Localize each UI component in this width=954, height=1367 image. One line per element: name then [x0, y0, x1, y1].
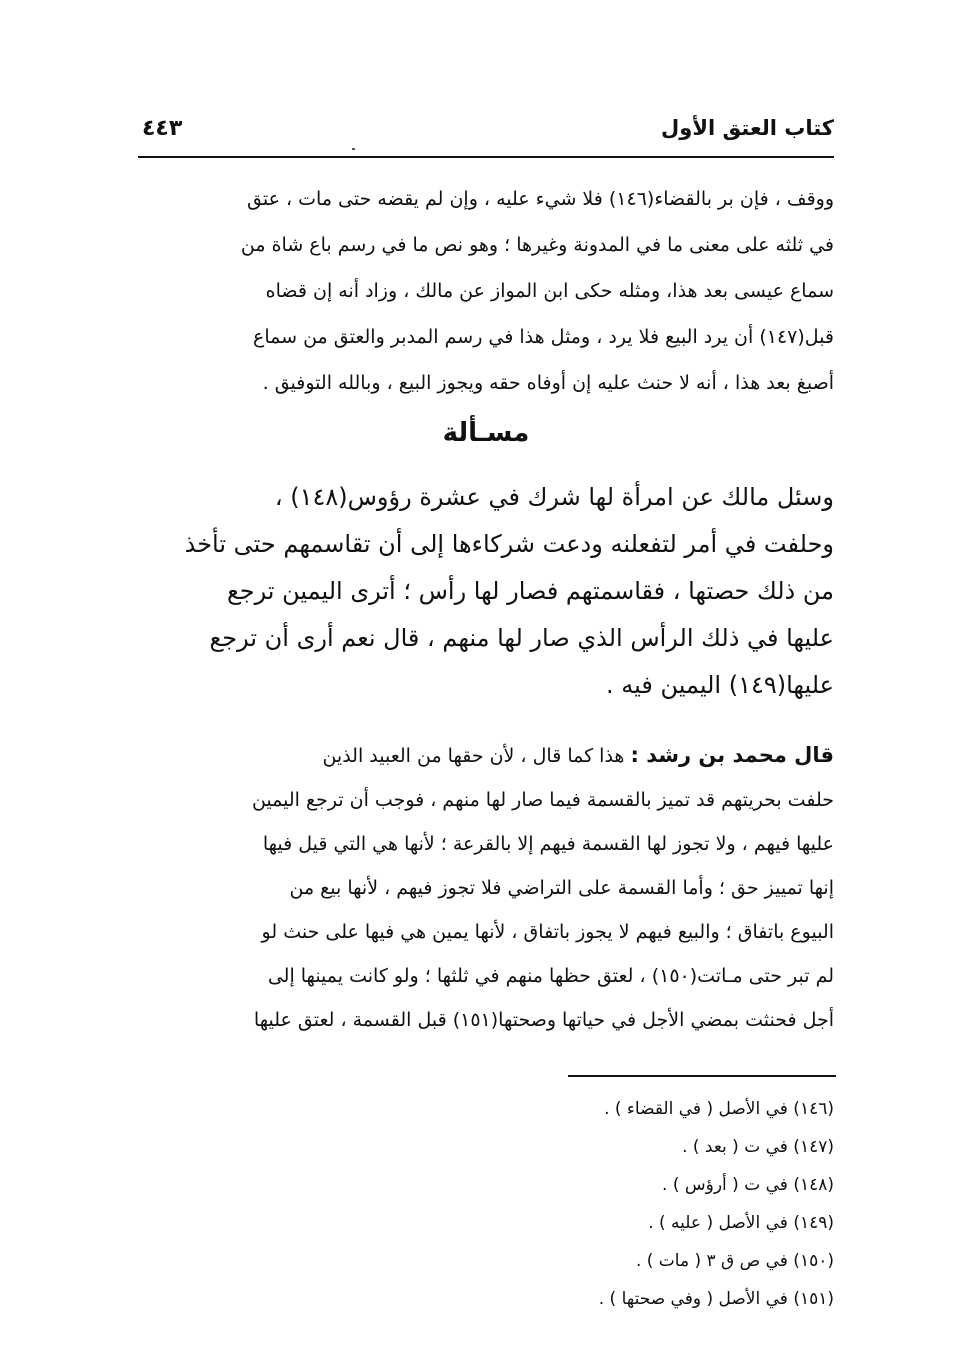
footnotes [434, 1090, 834, 1318]
paragraph-3 [138, 733, 834, 1042]
paragraph-line: عليها فيهم ، ولا تجوز لها القسمة فيهم إلا بالقرعة ؛ لأنها هي التي قيل فيها [262, 833, 834, 855]
header-title: كتاب العتق الأول [661, 116, 834, 140]
paragraph-line: سماع عيسى بعد هذا، ومثله حكى ابن المواز عن مالك ، وزاد أنه إن قضاه [265, 280, 834, 302]
paragraph-line: عليها(١٤٩) اليمين فيه . [606, 671, 834, 699]
section-heading: مسـألة [442, 418, 530, 448]
paragraph-line: وحلفت في أمر لتفعلنه ودعت شركاءها إلى أن تقاسمهم حتى تأخذ [184, 530, 834, 558]
footnote: (١٤٧) في ت ( بعد ) . [682, 1137, 834, 1157]
paragraph-line: لم تبر حتى مـاتت(١٥٠) ، لعتق حظها منهم في ثلثها ؛ ولو كانت يمينها إلى [267, 965, 834, 987]
footnote: (١٤٩) في الأصل ( عليه ) . [648, 1213, 834, 1233]
paragraph-line: وسئل مالك عن امرأة لها شرك في عشرة رؤوس(١٤٨) ، [274, 483, 834, 511]
footnote: (١٤٦) في الأصل ( في القضاء ) . [604, 1099, 834, 1119]
page-number: ٤٤٣ [142, 116, 183, 141]
first-line-text: هذا كما قال ، لأن حقها من العبيد الذين [322, 745, 631, 767]
paragraph-line: البيوع باتفاق ؛ والبيع فيهم لا يجوز باتفاق ، لأنها يمين هي فيها على حنث لو [261, 921, 834, 943]
footnote: (١٥١) في الأصل ( وفي صحتها ) . [598, 1289, 834, 1309]
paragraph-line: قبل(١٤٧) أن يرد البيع فلا يرد ، ومثل هذا في رسم المدبر والعتق من سماع [253, 326, 834, 348]
paragraph-first-line [138, 733, 834, 778]
paragraph-2 [138, 474, 834, 709]
paragraph-line: إنها تمييز حق ؛ وأما القسمة على التراضي فلا تجوز فيهم ، لأنها بيع من [289, 877, 834, 899]
footnote: (١٤٨) في ت ( أرؤس ) . [662, 1175, 834, 1195]
running-header [138, 112, 834, 158]
paragraph-line: حلفت بحريتهم قد تميز بالقسمة فيما صار لها منهم ، فوجب أن ترجع اليمين [251, 789, 834, 811]
paragraph-line: أصبغ بعد هذا ، أنه لا حنث عليه إن أوفاه حقه ويجوز البيع ، وبالله التوفيق . [262, 372, 834, 394]
paragraph-line: أجل فحنثت بمضي الأجل في حياتها وصحتها(١٥١) قبل القسمة ، لعتق عليها [253, 1009, 834, 1031]
paragraph-line: من ذلك حصتها ، فقاسمتهم فصار لها رأس ؛ أترى اليمين ترجع [226, 577, 834, 605]
footnote: (١٥٠) في ص ق ٣ ( مات ) . [635, 1251, 834, 1271]
scan-speck [352, 148, 355, 150]
paragraph-line: عليها في ذلك الرأس الذي صار لها منهم ، قال نعم أرى أن ترجع [209, 624, 834, 652]
commentator-lead: قال محمد بن رشد : [630, 743, 834, 767]
paragraph-1 [138, 176, 834, 406]
paragraph-line: ووقف ، فإن بر بالقضاء(١٤٦) فلا شيء عليه ، وإن لم يقضه حتى مات ، عتق [247, 188, 834, 210]
footnote-divider [568, 1075, 836, 1077]
paragraph-line: في ثلثه على معنى ما في المدونة وغيرها ؛ وهو نص ما في رسم باع شاة من [240, 234, 834, 256]
